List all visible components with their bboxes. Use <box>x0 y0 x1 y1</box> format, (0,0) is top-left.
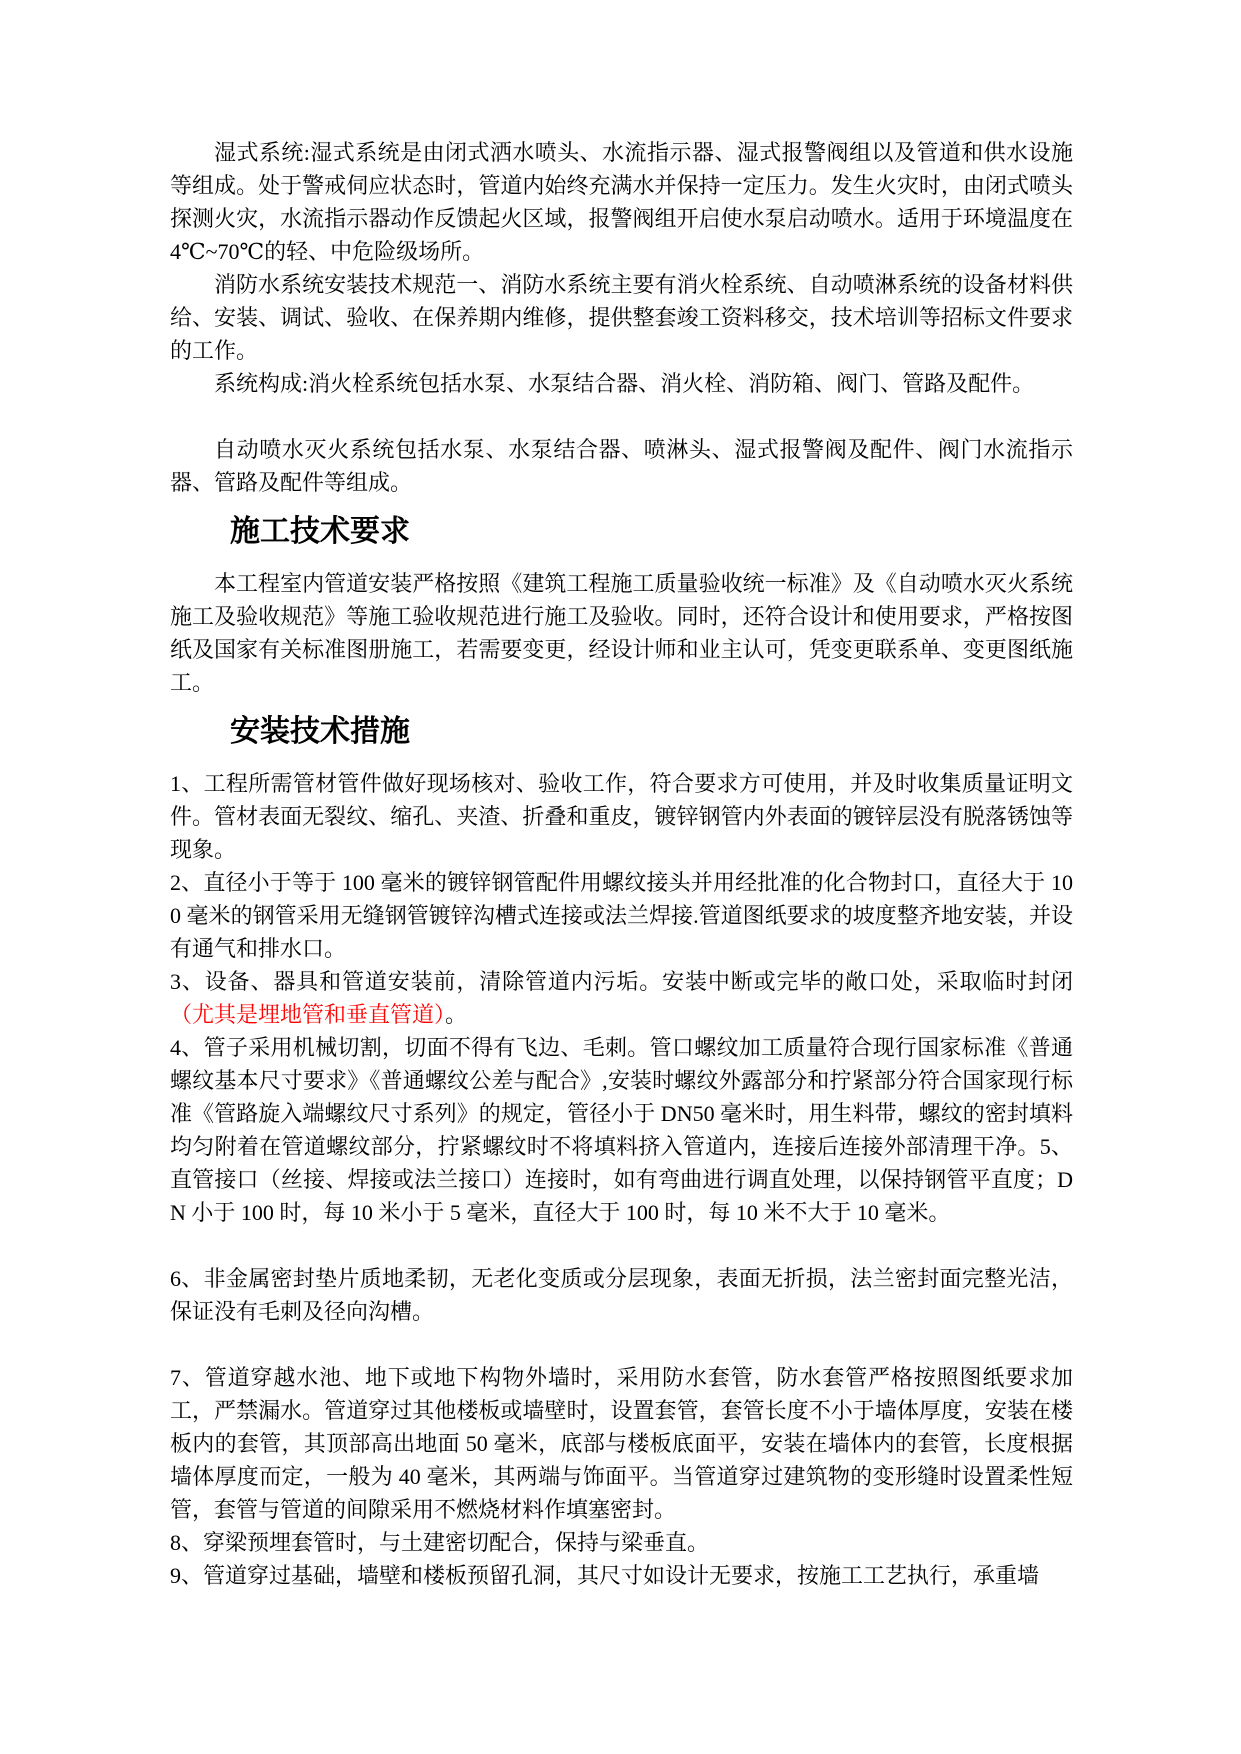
blank-line <box>170 1229 1073 1262</box>
section-heading: 施工技术要求 <box>230 515 410 548</box>
paragraph <box>170 567 1073 699</box>
paragraph <box>170 268 1073 367</box>
paragraph <box>170 767 1073 866</box>
paragraph <box>170 1361 1073 1526</box>
paragraph <box>170 965 1073 1031</box>
text-run: 7、管道穿越水池、地下或地下构物外墙时，采用防水套管，防水套管严格按照图纸要求加工，严禁漏水。管道穿过其他楼板或墙壁时，设置套管，套管长度不小于墙体厚度，安装在楼板内的套管，其顶部高出地面 50 毫米，底部与楼板底面平，安装在墙体内的套管，长度根据墙体厚度而定，一般为 40 毫米，其两端与饰面平。当管道穿过建筑物的变形缝时设置柔性短管，套管与管道的间隙采用不燃烧材料作填塞密封。 <box>170 1365 1073 1522</box>
highlighted-text-run: （尤其是埋地管和垂直管道） <box>170 1002 446 1027</box>
text-run: 消防水系统安装技术规范一、消防水系统主要有消火栓系统、自动喷淋系统的设备材料供给、安装、调试、验收、在保养期内维修，提供整套竣工资料移交，技术培训等招标文件要求的工作。 <box>170 272 1073 363</box>
text-run: 6、非金属密封垫片质地柔韧，无老化变质或分层现象，表面无折损，法兰密封面完整光洁，保证没有毛刺及径向沟槽。 <box>170 1266 1073 1324</box>
paragraph <box>170 1262 1073 1328</box>
text-run: 湿式系统:湿式系统是由闭式洒水喷头、水流指示器、湿式报警阀组以及管道和供水设施等组成。处于警戒伺应状态时，管道内始终充满水并保持一定压力。发生火灾时，由闭式喷头探测火灾，水流指示器动作反馈起火区域，报警阀组开启使水泵启动喷水。适用于环境温度在 4℃~70℃的轻、中危险级场所。 <box>170 140 1073 264</box>
text-run: 3、设备、器具和管道安装前，清除管道内污垢。安装中断或完毕的敞口处，采取临时封闭 <box>170 969 1073 994</box>
blank-line <box>170 1328 1073 1361</box>
text-run: 本工程室内管道安装严格按照《建筑工程施工质量验收统一标准》及《自动喷水灭火系统施工及验收规范》等施工验收规范进行施工及验收。同时，还符合设计和使用要求，严格按图纸及国家有关标准图册施工，若需要变更，经设计师和业主认可，凭变更联系单、变更图纸施工。 <box>170 571 1073 695</box>
paragraph <box>170 1526 1073 1559</box>
text-run: 自动喷水灭火系统包括水泵、水泵结合器、喷淋头、湿式报警阀及配件、阀门水流指示器、管路及配件等组成。 <box>170 437 1073 495</box>
text-run: 2、直径小于等于 100 毫米的镀锌钢管配件用螺纹接头并用经批准的化合物封口，直径大于 100 毫米的钢管采用无缝钢管镀锌沟槽式连接或法兰焊接.管道图纸要求的坡度整齐地安装，并设有通气和排水口。 <box>170 870 1073 961</box>
section-heading: 安装技术措施 <box>230 715 410 748</box>
paragraph <box>170 1559 1073 1592</box>
document-content <box>170 136 1073 1592</box>
paragraph <box>170 136 1073 268</box>
paragraph <box>170 367 1073 400</box>
paragraph <box>170 433 1073 499</box>
text-run: 。 <box>445 1002 468 1027</box>
text-run: 4、管子采用机械切割，切面不得有飞边、毛刺。管口螺纹加工质量符合现行国家标准《普通螺纹基本尺寸要求》《普通螺纹公差与配合》,安装时螺纹外露部分和拧紧部分符合国家现行标准《管路旋入端螺纹尺寸系列》的规定，管径小于 DN50 毫米时，用生料带，螺纹的密封填料均匀附着在管道螺纹部分，拧紧螺纹时不将填料挤入管道内，连接后连接外部清理干净。5、直管接口（丝接、焊接或法兰接口）连接时，如有弯曲进行调直处理，以保持钢管平直度；DN 小于 100 时，每 10 米小于 5 毫米，直径大于 100 时，每 10 米不大于 10 毫米。 <box>170 1035 1073 1225</box>
paragraph <box>170 1031 1073 1229</box>
blank-line <box>170 400 1073 433</box>
text-run: 9、管道穿过基础，墙壁和楼板预留孔洞，其尺寸如设计无要求，按施工工艺执行，承重墙 <box>170 1563 1040 1588</box>
text-run: 系统构成:消火栓系统包括水泵、水泵结合器、消火栓、消防箱、阀门、管路及配件。 <box>214 371 1035 396</box>
paragraph <box>170 866 1073 965</box>
text-run: 8、穿梁预埋套管时，与土建密切配合，保持与梁垂直。 <box>170 1530 710 1555</box>
text-run: 1、工程所需管材管件做好现场核对、验收工作，符合要求方可使用，并及时收集质量证明文件。管材表面无裂纹、缩孔、夹渣、折叠和重皮，镀锌钢管内外表面的镀锌层没有脱落锈蚀等现象。 <box>170 771 1073 862</box>
